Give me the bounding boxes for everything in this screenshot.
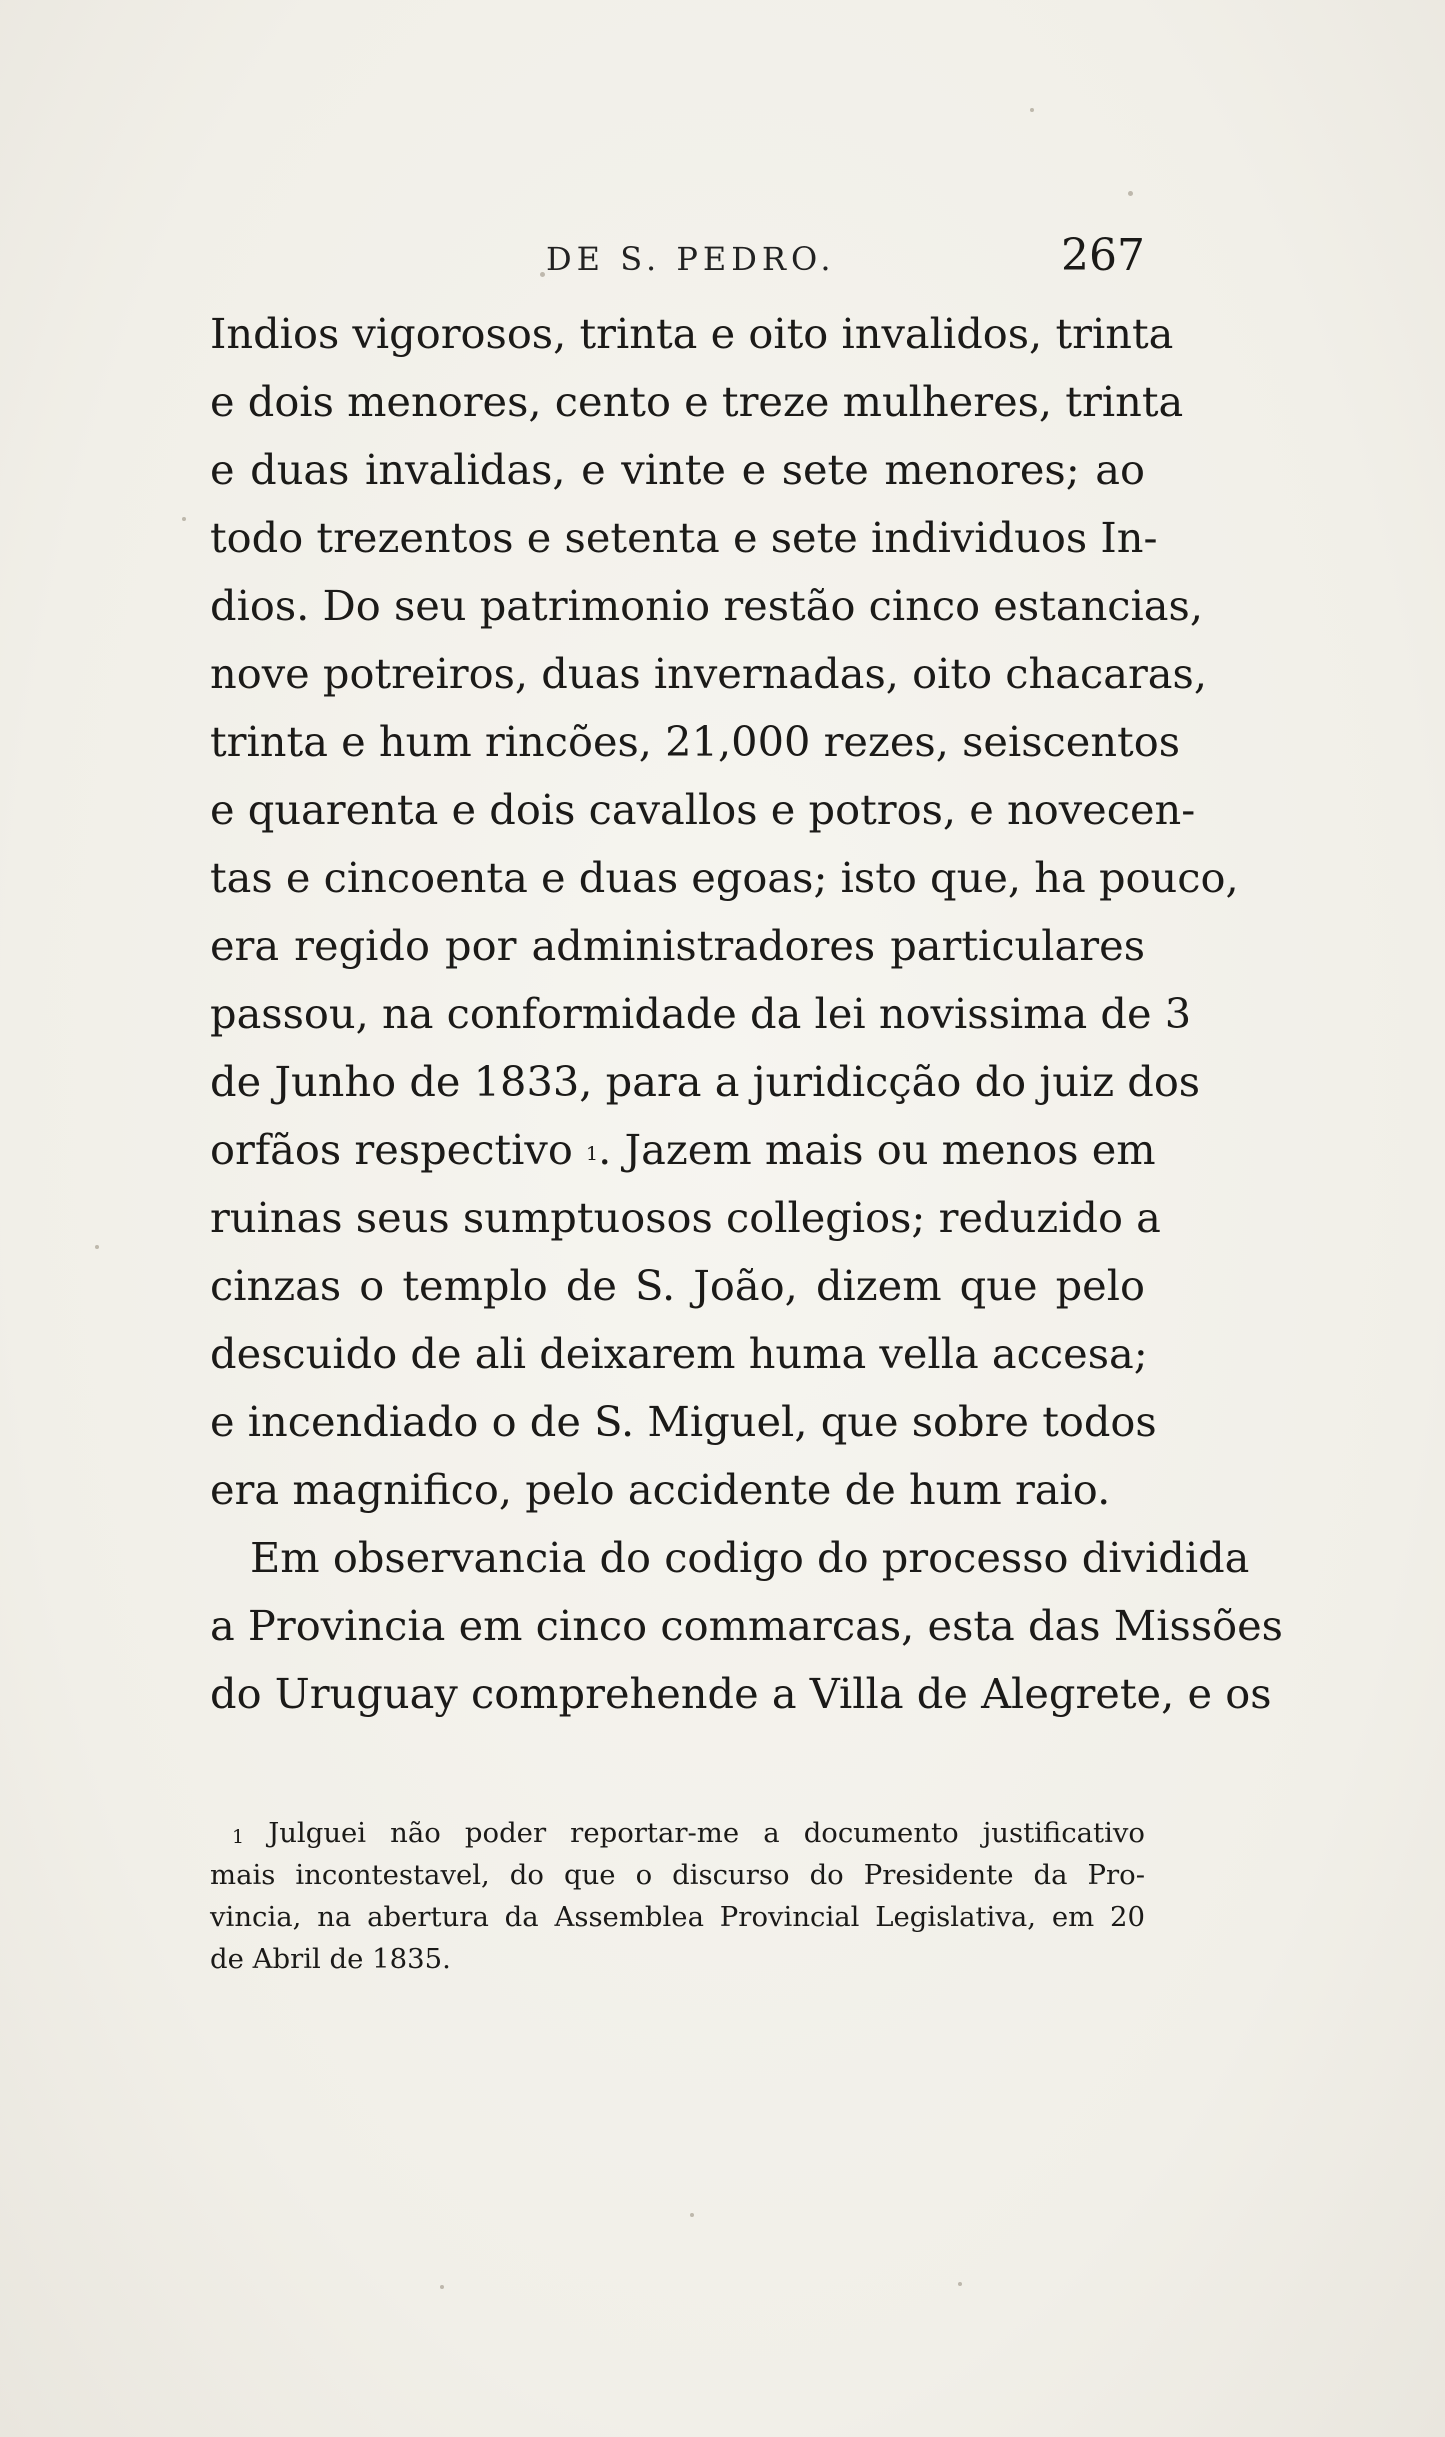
text-line: tas e cincoenta e duas egoas; isto que, ha pouco,: [210, 853, 1239, 902]
text-line: do Uruguay comprehende a Villa de Alegrete, e os: [210, 1669, 1272, 1718]
text-line: descuido de ali deixarem huma vella accesa;: [210, 1329, 1148, 1378]
text-line: Em observancia do codigo do processo dividida: [250, 1533, 1250, 1582]
text-line: e dois menores, cento e treze mulheres, trinta: [210, 377, 1184, 426]
text-line: passou, na conformidade da lei novissima de 3: [210, 989, 1192, 1038]
footnote-marker: 1: [232, 1826, 245, 1848]
footnote-line: vincia, na abertura da Assemblea Provincial Legislativa, em 20: [210, 1901, 1145, 1933]
text-line: era magnifico, pelo accidente de hum raio.: [210, 1465, 1111, 1514]
paper-speck: [690, 2213, 694, 2217]
page-header: [210, 230, 1145, 290]
paper-speck: [958, 2282, 962, 2286]
paper-speck: [540, 272, 545, 277]
text-line: cinzas o templo de S. João, dizem que pelo: [210, 1261, 1145, 1310]
text-line: de Junho de 1833, para a juridicção do juiz dos: [210, 1057, 1201, 1106]
text-line: a Provincia em cinco commarcas, esta das Missões: [210, 1601, 1283, 1650]
text-line: ruinas seus sumptuosos collegios; reduzido a: [210, 1193, 1161, 1242]
paper-speck: [440, 2285, 444, 2289]
footnote-text: Julguei não poder reportar-me a documento justificativo: [268, 1817, 1145, 1849]
footnote-line: mais incontestavel, do que o discurso do Presidente da Pro-: [210, 1859, 1145, 1891]
text-line: trinta e hum rincões, 21,000 rezes, seiscentos: [210, 717, 1181, 766]
text-fragment: . Jazem mais ou menos em: [598, 1125, 1156, 1174]
paper-speck: [95, 1245, 99, 1249]
text-line-with-note: [210, 1116, 1156, 1184]
text-line: todo trezentos e setenta e sete individuos In-: [210, 513, 1158, 562]
text-line: dios. Do seu patrimonio restão cinco estancias,: [210, 581, 1204, 630]
text-fragment: orfãos respectivo: [210, 1125, 573, 1174]
running-head: DE S. PEDRO.: [546, 240, 836, 278]
paper-speck: [1128, 191, 1133, 196]
text-line: e incendiado o de S. Miguel, que sobre todos: [210, 1397, 1157, 1446]
text-line: e quarenta e dois cavallos e potros, e novecen-: [210, 785, 1196, 834]
text-line: era regido por administradores particulares: [210, 921, 1145, 970]
body-text: [210, 300, 1283, 1728]
text-line: Indios vigorosos, trinta e oito invalidos, trinta: [210, 309, 1174, 358]
footnote-line: [210, 1812, 1145, 1854]
paper-speck: [182, 517, 186, 521]
page-number: 267: [1061, 230, 1145, 281]
footnote-line: de Abril de 1835.: [210, 1943, 451, 1975]
footnote-reference: 1: [586, 1143, 599, 1165]
text-line: e duas invalidas, e vinte e sete menores; ao: [210, 445, 1145, 494]
footnote: [210, 1812, 1145, 1980]
paper-speck: [1030, 108, 1034, 112]
text-line: nove potreiros, duas invernadas, oito chacaras,: [210, 649, 1208, 698]
